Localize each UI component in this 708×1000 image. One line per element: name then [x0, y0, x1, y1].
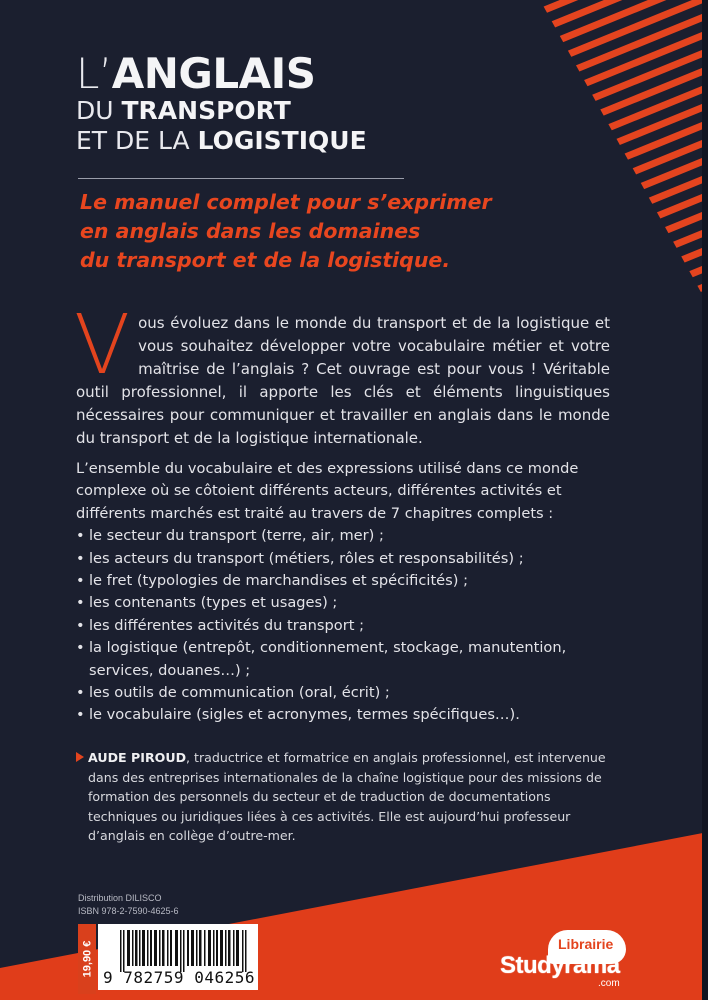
logo-librairie: Librairie	[558, 936, 614, 952]
spine-edge	[702, 0, 708, 1000]
title-line2-bold: TRANSPORT	[121, 96, 291, 125]
tagline-line: Le manuel complet pour s’exprimer	[80, 190, 492, 214]
barcode-digits: 9 782759 046256	[103, 968, 255, 987]
chapters-intro: L’ensemble du vocabulaire et des expressions utilisé dans ce monde complexe où se côtoient différents acteurs, différentes activités et différents marchés est traité au travers de 7 chapitres complets :	[76, 460, 579, 522]
intro-paragraph	[74, 298, 610, 450]
title-divider	[78, 178, 404, 179]
isbn-text: ISBN 978-2-7590-4625-6	[78, 905, 179, 916]
tagline-line: du transport et de la logistique.	[80, 248, 451, 272]
tagline	[80, 188, 540, 275]
book-title	[76, 49, 367, 156]
chapter-item: • les contenants (types et usages) ;	[76, 592, 616, 614]
logo-brand: Studyrama	[500, 952, 620, 979]
barcode-bars-icon	[120, 930, 250, 972]
chapter-item: • le secteur du transport (terre, air, mer) ;	[76, 525, 616, 547]
title-line3-prefix: ET DE LA	[76, 126, 198, 155]
triangle-bullet-icon	[76, 752, 84, 762]
chapter-item: • le fret (typologies de marchandises et spécificités) ;	[76, 570, 616, 592]
title-prefix: L’	[76, 49, 112, 98]
publisher-logo	[500, 930, 630, 990]
intro-text: ous évoluez dans le monde du transport et de la logistique et vous souhaitez développer votre vocabulaire métier et votre maîtrise de l’anglais ? Cet ouvrage est pour vous ! Véritable outil professionnel, il apporte les clés et éléments linguistiques nécessaires pour communiquer et travailler en anglais dans le monde du transport et de la logistique internationale.	[76, 314, 610, 447]
chapter-item: • la logistique (entrepôt, conditionnement, stockage, manutention, services, douanes…) ;	[76, 637, 616, 682]
tagline-line: en anglais dans les domaines	[80, 219, 421, 243]
logo-suffix: .com	[598, 978, 620, 989]
title-line2-prefix: DU	[76, 96, 122, 125]
chapter-item: • les différentes activités du transport ;	[76, 615, 616, 637]
drop-cap: V	[74, 298, 131, 393]
chapter-list	[76, 525, 616, 727]
chapter-item: • les acteurs du transport (métiers, rôles et responsabilités) ;	[76, 548, 616, 570]
author-bio	[88, 748, 618, 846]
distribution-text: Distribution DILISCO	[78, 893, 162, 903]
publishing-info	[78, 892, 179, 917]
price-tag	[78, 924, 96, 994]
author-description: , traductrice et formatrice en anglais professionnel, est intervenue dans des entreprises internationales de la chaîne logistique pour des missions de formation des personnels du secteur et de traduction de documentations techniques ou juridiques liées à ces activités. Elle est aujourd’hui professeur d’anglais en collège d’outre-mer.	[88, 750, 606, 844]
author-name: AUDE PIROUD	[88, 750, 187, 765]
barcode	[98, 924, 258, 990]
title-line3-bold: LOGISTIQUE	[197, 126, 367, 155]
chapters-section	[76, 458, 616, 727]
chapter-item: • le vocabulaire (sigles et acronymes, termes spécifiques…).	[76, 704, 616, 726]
title-main: ANGLAIS	[111, 49, 316, 98]
chapter-item: • les outils de communication (oral, écrit) ;	[76, 682, 616, 704]
price-value: 19,90 €	[81, 940, 94, 978]
